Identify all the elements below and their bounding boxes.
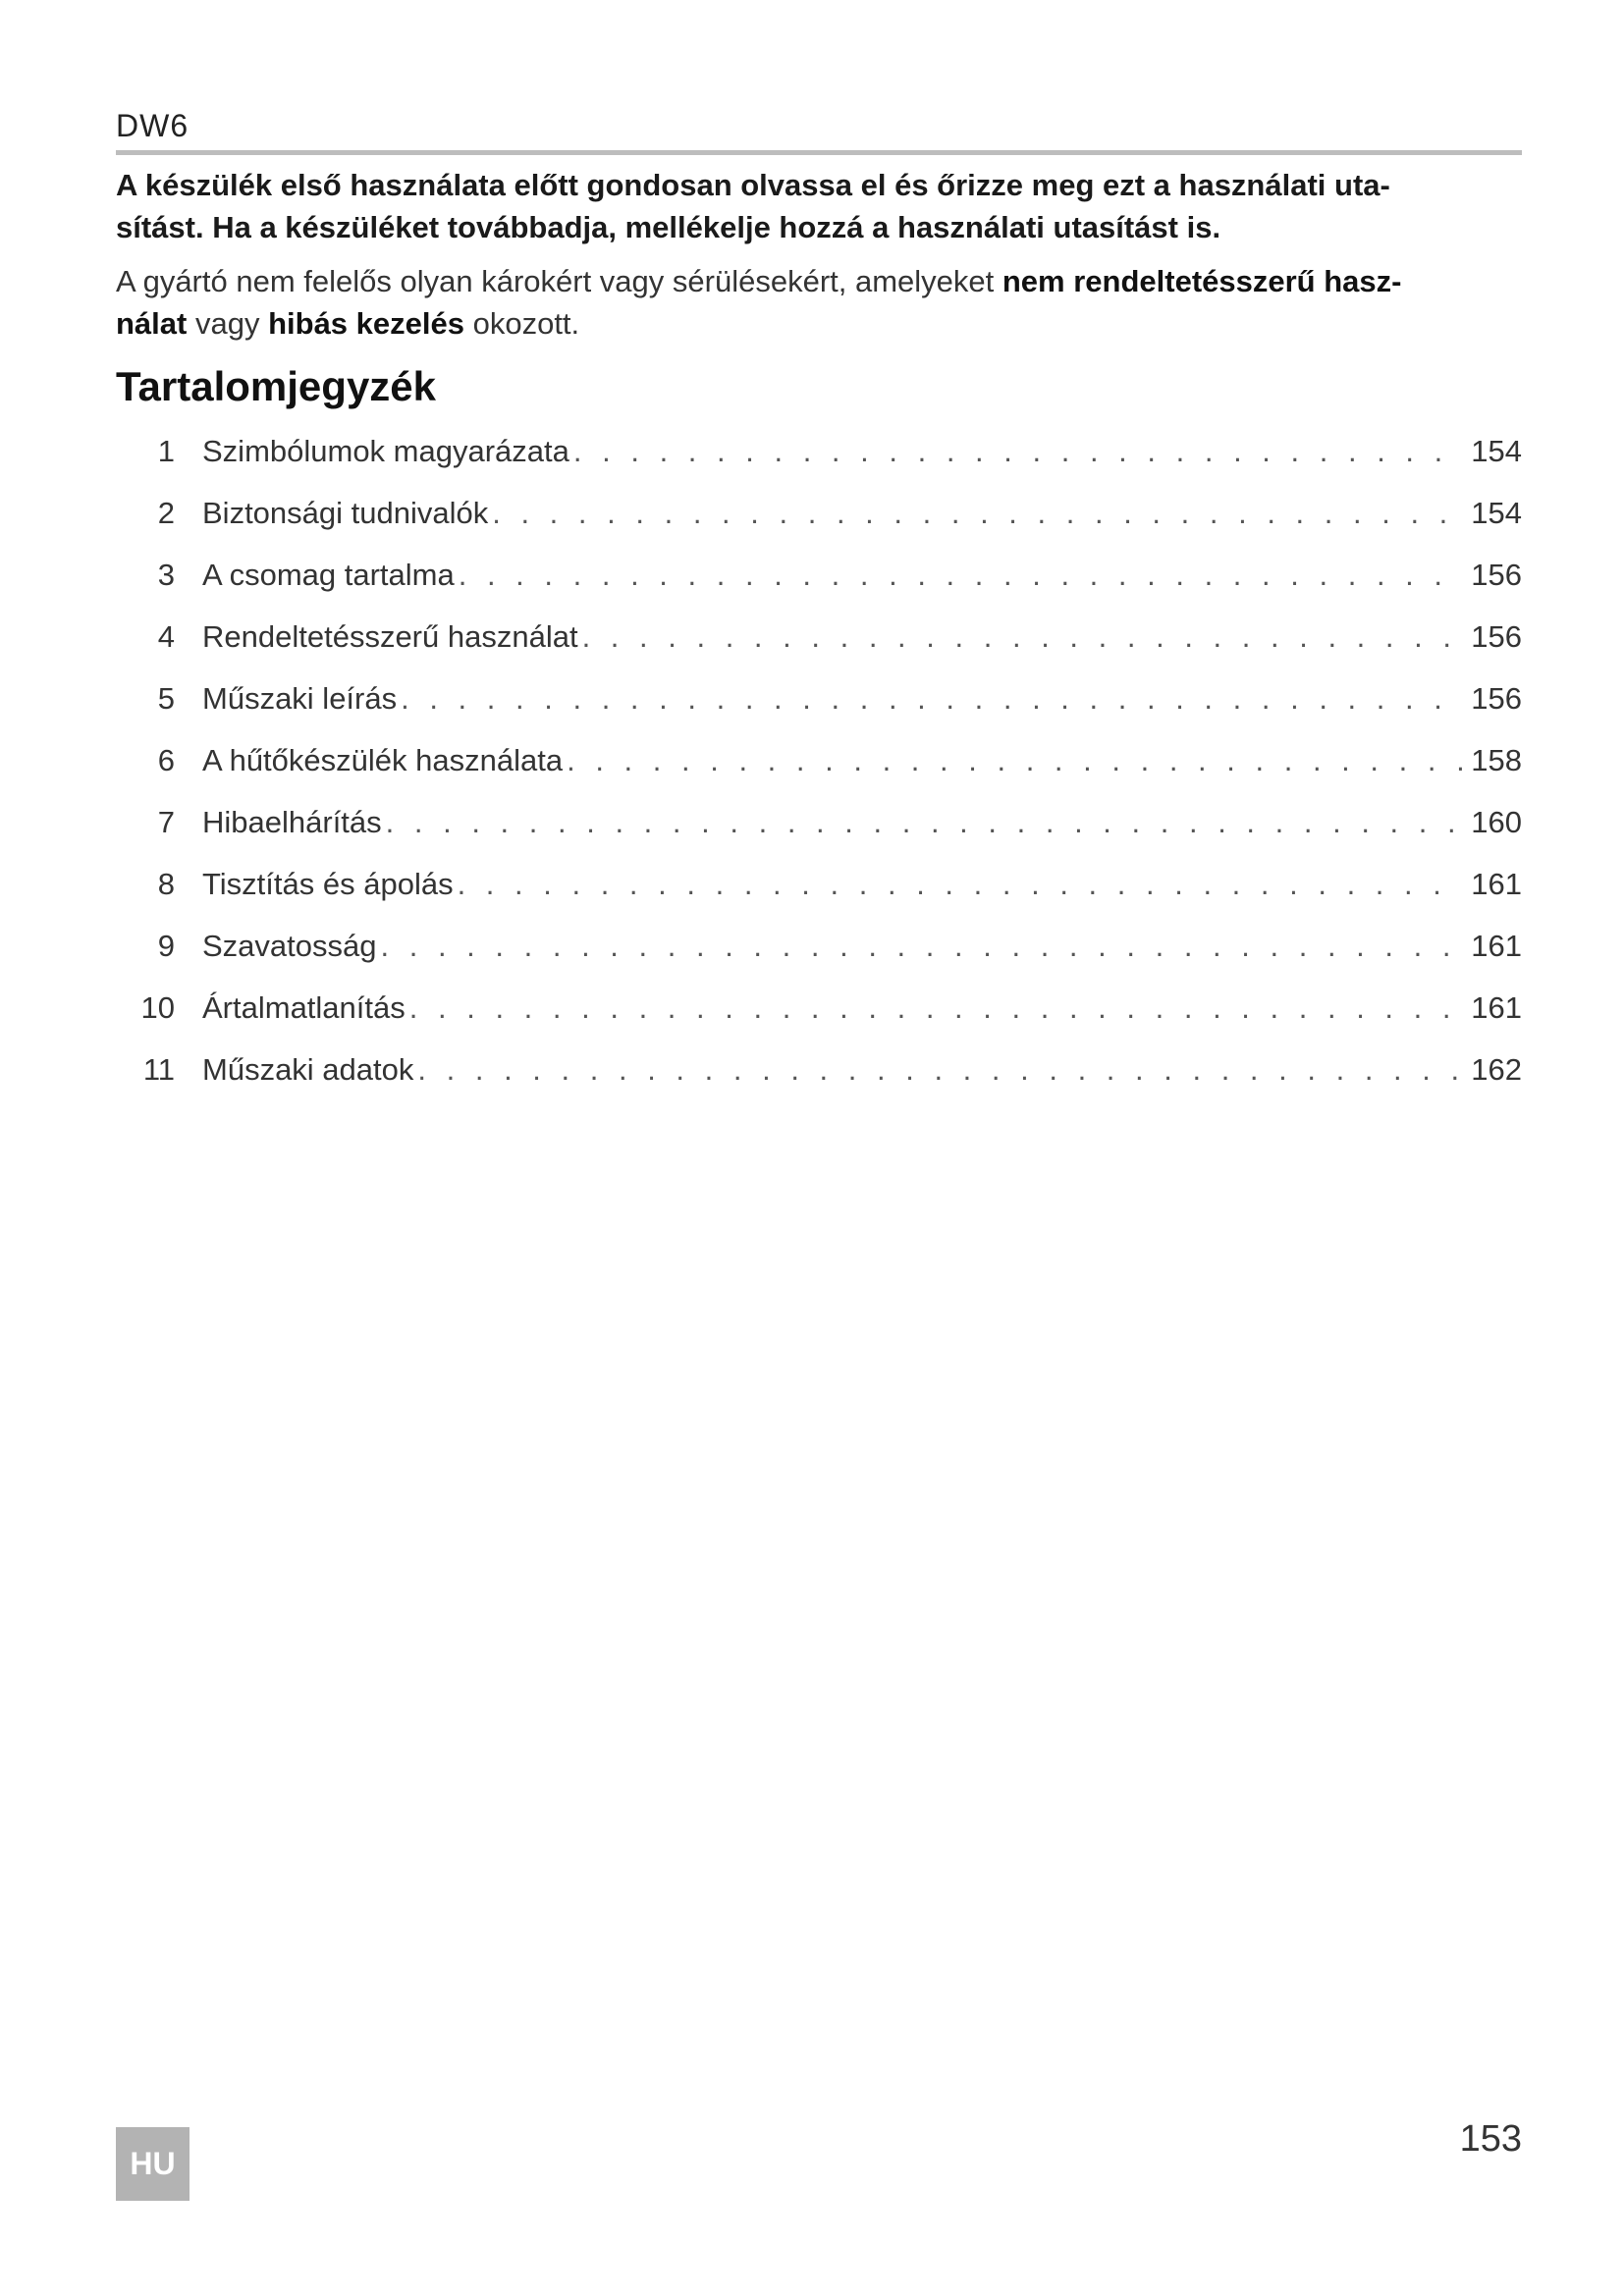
toc-leader-dots [582,619,1463,655]
model-name: DW6 [116,108,189,143]
toc-entry-page: 156 [1471,558,1522,592]
language-badge: HU [116,2127,189,2201]
table-of-contents [116,434,1522,1114]
toc-entry[interactable] [116,990,1522,1052]
disclaimer-text-2: vagy [187,306,269,341]
disclaimer-text-3: okozott. [463,306,580,341]
toc-entry-number: 10 [140,990,175,1025]
toc-leader-dots [459,558,1463,593]
toc-entry[interactable] [116,1052,1522,1114]
toc-entry-label: A hűtőkészülék használata [202,743,564,777]
toc-entry-number: 11 [142,1052,175,1087]
toc-entry-page: 160 [1471,805,1522,839]
toc-entry-label: Tisztítás és ápolás [202,867,454,901]
toc-entry[interactable] [116,867,1522,929]
toc-leader-dots [401,681,1463,717]
toc-entry-page: 156 [1471,619,1522,654]
page-number: 153 [1459,2118,1522,2160]
toc-entry-number: 9 [157,929,175,963]
toc-entry[interactable] [116,558,1522,619]
toc-entry-number: 8 [157,867,175,901]
toc-entry-page: 161 [1471,990,1522,1025]
toc-entry[interactable] [116,805,1522,867]
disclaimer-emphasis-1b: nálat [116,306,188,341]
toc-entry-number: 2 [157,496,175,530]
toc-entry-label: Műszaki adatok [202,1052,414,1087]
disclaimer-line-1 [116,260,1530,302]
toc-entry-number: 6 [157,743,175,777]
toc-title: Tartalomjegyzék [116,363,437,409]
toc-leader-dots [409,990,1463,1026]
toc-entry-label: A csomag tartalma [202,558,455,592]
toc-entry-page: 154 [1471,496,1522,530]
safety-notice-line-1: A készülék első használata előtt gondosan olvassa el és őrizze meg ezt a használati uta- [116,168,1390,202]
toc-entry-page: 162 [1471,1052,1522,1087]
toc-leader-dots [492,496,1463,531]
toc-entry-page: 154 [1471,434,1522,468]
toc-entry-number: 3 [157,558,175,592]
toc-entry-page: 156 [1471,681,1522,716]
toc-entry[interactable] [116,496,1522,558]
toc-entry-page: 161 [1471,929,1522,963]
toc-entry[interactable] [116,681,1522,743]
toc-entry-label: Szavatosság [202,929,377,963]
disclaimer-text-1: A gyártó nem felelős olyan károkért vagy sérülésekért, amelyeket [116,264,1002,298]
toc-entry-number: 1 [157,434,175,468]
toc-leader-dots [458,867,1463,902]
toc-entry-label: Műszaki leírás [202,681,398,716]
toc-entry-label: Rendeltetésszerű használat [202,619,578,654]
toc-leader-dots [567,743,1463,778]
toc-entry[interactable] [116,743,1522,805]
toc-entry-label: Biztonsági tudnivalók [202,496,489,530]
disclaimer-emphasis-1a: nem rendeltetésszerű hasz- [1001,264,1402,298]
toc-entry-number: 7 [157,805,175,839]
toc-entry-label: Hibaelhárítás [202,805,382,839]
toc-entry-number: 4 [157,619,175,654]
toc-entry[interactable] [116,434,1522,496]
disclaimer-emphasis-2: hibás kezelés [268,306,464,341]
toc-entry[interactable] [116,929,1522,990]
toc-entry-page: 161 [1471,867,1522,901]
toc-entry-label: Ártalmatlanítás [202,990,406,1025]
toc-leader-dots [573,434,1463,469]
toc-entry-number: 5 [157,681,175,716]
toc-leader-dots [386,805,1463,840]
toc-leader-dots [417,1052,1463,1088]
disclaimer-line-2 [116,302,1530,345]
toc-entry[interactable] [116,619,1522,681]
toc-leader-dots [381,929,1464,964]
toc-entry-label: Szimbólumok magyarázata [202,434,569,468]
header-divider [116,150,1522,155]
toc-entry-page: 158 [1471,743,1522,777]
safety-notice-line-2: sítást. Ha a készüléket továbbadja, mellékelje hozzá a használati utasítást is. [116,210,1221,244]
liability-disclaimer [116,260,1530,345]
safety-notice [116,164,1530,248]
